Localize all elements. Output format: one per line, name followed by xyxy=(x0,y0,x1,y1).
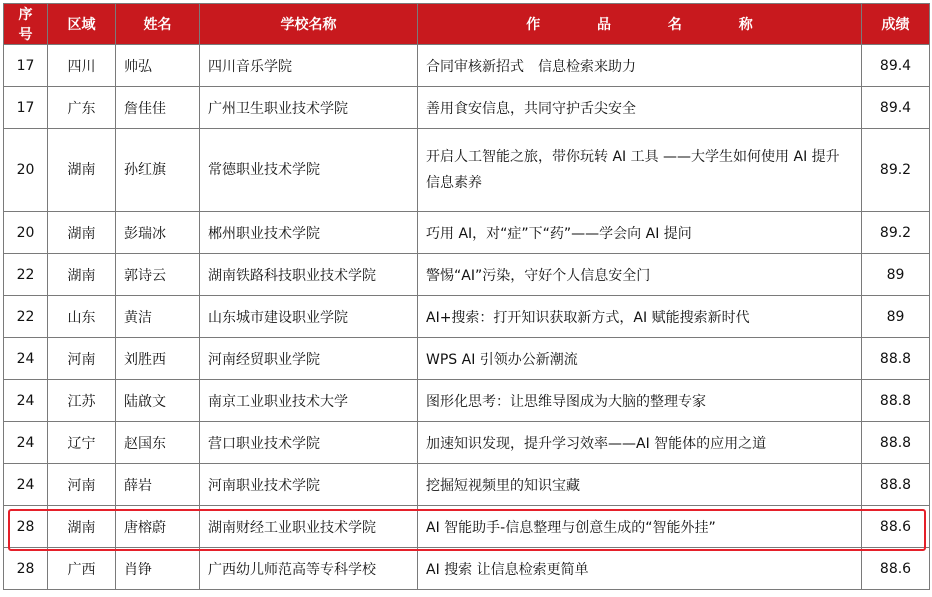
cell-region: 四川 xyxy=(48,45,116,87)
cell-seq: 24 xyxy=(4,380,48,422)
cell-work: AI 搜索 让信息检索更简单 xyxy=(418,548,862,590)
cell-school: 湖南财经工业职业技术学院 xyxy=(200,506,418,548)
cell-region: 湖南 xyxy=(48,129,116,212)
cell-score: 89 xyxy=(862,254,930,296)
header-name: 姓名 xyxy=(116,4,200,45)
cell-score: 89.4 xyxy=(862,87,930,129)
cell-score: 88.8 xyxy=(862,422,930,464)
cell-name: 唐榕蔚 xyxy=(116,506,200,548)
cell-work: 加速知识发现，提升学习效率——AI 智能体的应用之道 xyxy=(418,422,862,464)
header-seq: 序号 xyxy=(4,4,48,45)
cell-seq: 20 xyxy=(4,129,48,212)
cell-region: 河南 xyxy=(48,338,116,380)
cell-score: 88.6 xyxy=(862,506,930,548)
results-table xyxy=(3,3,930,590)
cell-seq: 24 xyxy=(4,464,48,506)
cell-name: 赵国东 xyxy=(116,422,200,464)
table-row xyxy=(4,380,930,422)
cell-name: 刘胜西 xyxy=(116,338,200,380)
cell-work: WPS AI 引领办公新潮流 xyxy=(418,338,862,380)
cell-school: 湖南铁路科技职业技术学院 xyxy=(200,254,418,296)
cell-seq: 22 xyxy=(4,296,48,338)
cell-region: 湖南 xyxy=(48,212,116,254)
table-row xyxy=(4,87,930,129)
cell-region: 湖南 xyxy=(48,254,116,296)
cell-seq: 24 xyxy=(4,422,48,464)
cell-school: 郴州职业技术学院 xyxy=(200,212,418,254)
cell-name: 黄洁 xyxy=(116,296,200,338)
cell-region: 辽宁 xyxy=(48,422,116,464)
table-row xyxy=(4,338,930,380)
cell-name: 郭诗云 xyxy=(116,254,200,296)
cell-seq: 17 xyxy=(4,87,48,129)
cell-school: 常德职业技术学院 xyxy=(200,129,418,212)
cell-score: 89 xyxy=(862,296,930,338)
header-score: 成绩 xyxy=(862,4,930,45)
table-row-highlighted xyxy=(4,506,930,548)
table-row xyxy=(4,548,930,590)
cell-score: 88.8 xyxy=(862,380,930,422)
cell-score: 88.8 xyxy=(862,338,930,380)
cell-school: 河南职业技术学院 xyxy=(200,464,418,506)
table-row xyxy=(4,422,930,464)
cell-school: 河南经贸职业学院 xyxy=(200,338,418,380)
cell-name: 孙红旗 xyxy=(116,129,200,212)
cell-school: 山东城市建设职业学院 xyxy=(200,296,418,338)
table-row xyxy=(4,254,930,296)
cell-score: 89.4 xyxy=(862,45,930,87)
header-work: 作 品 名 称 xyxy=(418,4,862,45)
cell-seq: 28 xyxy=(4,506,48,548)
cell-name: 薛岩 xyxy=(116,464,200,506)
cell-score: 88.6 xyxy=(862,548,930,590)
cell-region: 广西 xyxy=(48,548,116,590)
cell-work: 巧用 AI，对“症”下“药”——学会向 AI 提问 xyxy=(418,212,862,254)
cell-score: 88.8 xyxy=(862,464,930,506)
table-row xyxy=(4,464,930,506)
cell-score: 89.2 xyxy=(862,129,930,212)
header-school: 学校名称 xyxy=(200,4,418,45)
table-row xyxy=(4,129,930,212)
cell-work: AI+搜索：打开知识获取新方式，AI 赋能搜索新时代 xyxy=(418,296,862,338)
cell-school: 营口职业技术学院 xyxy=(200,422,418,464)
cell-seq: 22 xyxy=(4,254,48,296)
cell-seq: 17 xyxy=(4,45,48,87)
cell-school: 广州卫生职业技术学院 xyxy=(200,87,418,129)
cell-work: AI 智能助手-信息整理与创意生成的“智能外挂” xyxy=(418,506,862,548)
table-header xyxy=(4,4,930,45)
cell-score: 89.2 xyxy=(862,212,930,254)
cell-seq: 20 xyxy=(4,212,48,254)
cell-work: 合同审核新招式 信息检索来助力 xyxy=(418,45,862,87)
cell-seq: 24 xyxy=(4,338,48,380)
cell-work: 警惕“AI”污染，守好个人信息安全门 xyxy=(418,254,862,296)
cell-name: 帅弘 xyxy=(116,45,200,87)
cell-region: 广东 xyxy=(48,87,116,129)
header-region: 区域 xyxy=(48,4,116,45)
cell-work: 开启人工智能之旅，带你玩转 AI 工具 ——大学生如何使用 AI 提升信息素养 xyxy=(418,129,862,212)
table-row xyxy=(4,296,930,338)
cell-name: 陆啟文 xyxy=(116,380,200,422)
cell-name: 詹佳佳 xyxy=(116,87,200,129)
table-row xyxy=(4,212,930,254)
cell-school: 广西幼儿师范高等专科学校 xyxy=(200,548,418,590)
cell-school: 南京工业职业技术大学 xyxy=(200,380,418,422)
cell-region: 河南 xyxy=(48,464,116,506)
cell-name: 肖铮 xyxy=(116,548,200,590)
cell-work: 图形化思考：让思维导图成为大脑的整理专家 xyxy=(418,380,862,422)
table-row xyxy=(4,45,930,87)
cell-region: 湖南 xyxy=(48,506,116,548)
cell-seq: 28 xyxy=(4,548,48,590)
cell-work: 挖掘短视频里的知识宝藏 xyxy=(418,464,862,506)
cell-region: 山东 xyxy=(48,296,116,338)
cell-work: 善用食安信息，共同守护舌尖安全 xyxy=(418,87,862,129)
cell-name: 彭瑞冰 xyxy=(116,212,200,254)
table-body xyxy=(4,45,930,590)
cell-school: 四川音乐学院 xyxy=(200,45,418,87)
cell-region: 江苏 xyxy=(48,380,116,422)
